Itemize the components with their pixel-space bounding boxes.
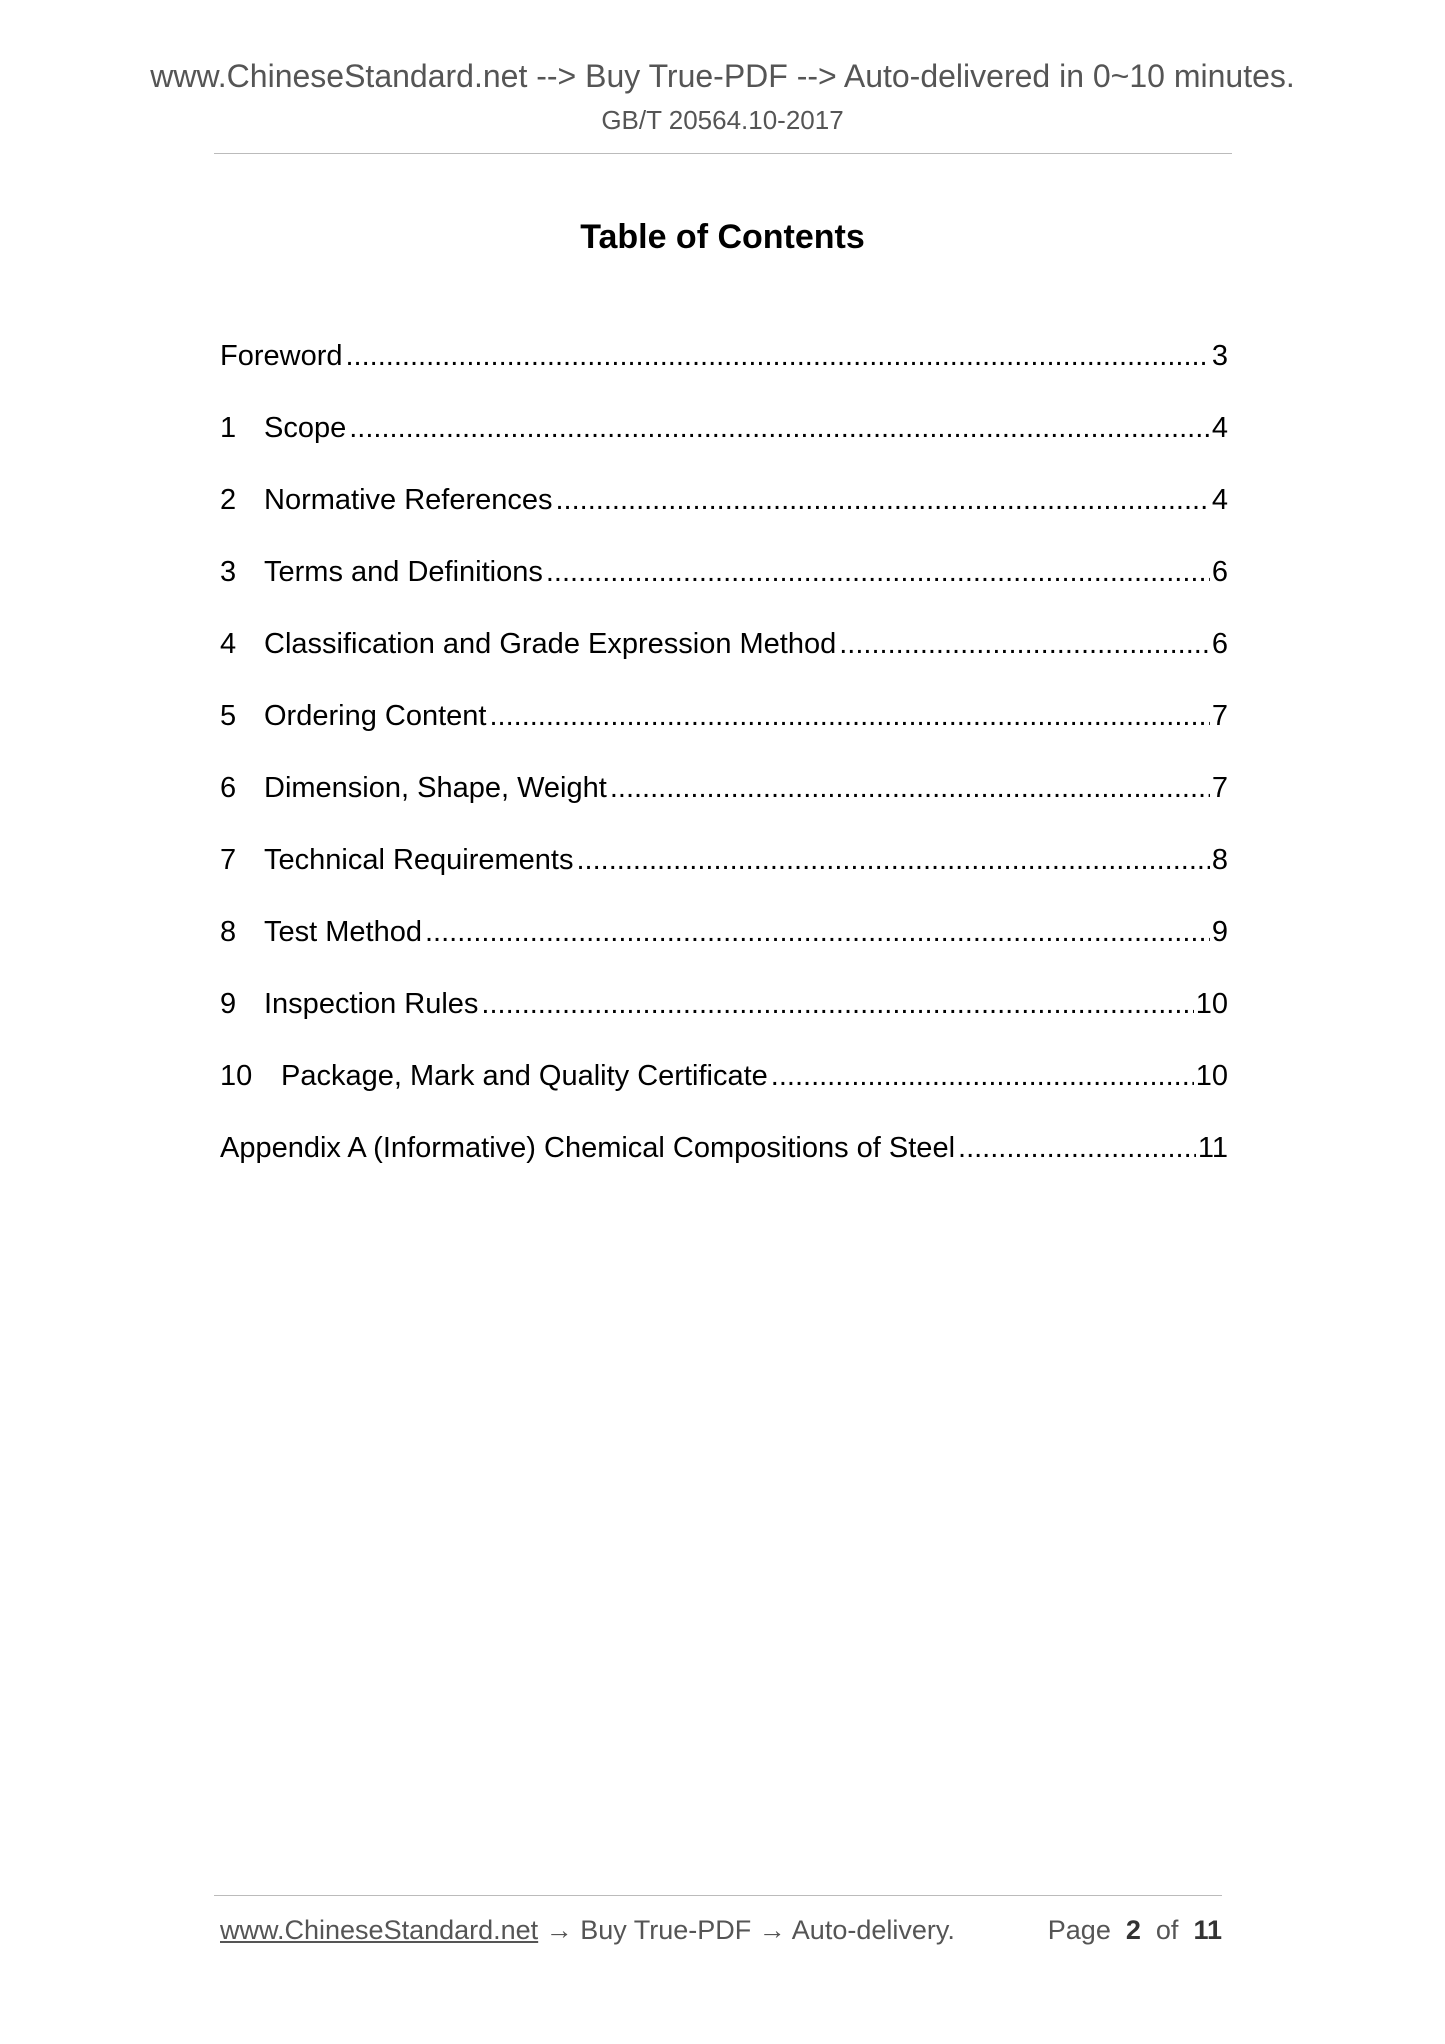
toc-entry-number: 4 <box>220 628 237 660</box>
page-current: 2 <box>1125 1915 1141 1945</box>
page-label: Page <box>1047 1915 1111 1945</box>
toc-entry-terms-definitions[interactable] <box>220 552 1228 624</box>
toc-entry-page: 3 <box>1211 340 1228 372</box>
standard-code: GB/T 20564.10-2017 <box>601 105 844 135</box>
toc-entry-page: 8 <box>1211 844 1228 876</box>
toc-entry-foreword[interactable] <box>220 336 1228 408</box>
toc-entry-number: 9 <box>220 988 237 1020</box>
footer-site-link[interactable]: www.ChineseStandard.net <box>220 1915 539 1945</box>
toc-leader-dots <box>610 768 1210 808</box>
toc-entry-text: Dimension, Shape, Weight <box>264 772 607 804</box>
toc-leader-dots <box>425 912 1210 952</box>
table-of-contents <box>220 336 1228 1200</box>
header-banner: www.ChineseStandard.net --> Buy True-PDF --> Auto-delivered in 0~10 minutes. <box>150 58 1295 94</box>
toc-entry-text: Ordering Content <box>264 700 487 732</box>
toc-entry-classification[interactable] <box>220 624 1228 696</box>
toc-entry-number: 8 <box>220 916 237 948</box>
footer-promo <box>220 1912 955 1948</box>
toc-leader-dots <box>771 1056 1194 1096</box>
toc-entry-package-mark-certificate[interactable] <box>220 1056 1228 1128</box>
toc-leader-dots <box>958 1128 1196 1168</box>
toc-entry-number: 10 <box>220 1060 253 1092</box>
toc-entry-text: Normative References <box>264 484 553 516</box>
toc-entry-inspection-rules[interactable] <box>220 984 1228 1056</box>
toc-entry-text: Package, Mark and Quality Certificate <box>281 1060 768 1092</box>
toc-leader-dots <box>556 480 1210 520</box>
toc-entry-page: 6 <box>1211 628 1228 660</box>
toc-entry-page: 9 <box>1211 916 1228 948</box>
page-of-label: of <box>1155 1915 1179 1945</box>
footer-buy-text: Buy True-PDF <box>580 1915 752 1945</box>
toc-leader-dots <box>481 984 1193 1024</box>
toc-entry-scope[interactable] <box>220 408 1228 480</box>
toc-title: Table of Contents <box>580 218 865 256</box>
toc-entry-page: 7 <box>1211 772 1228 804</box>
toc-entry-text: Inspection Rules <box>264 988 479 1020</box>
toc-entry-text: Foreword <box>220 340 343 372</box>
toc-entry-page: 4 <box>1211 412 1228 444</box>
toc-entry-normative-references[interactable] <box>220 480 1228 552</box>
toc-entry-page: 7 <box>1211 700 1228 732</box>
page-number <box>1048 1912 1222 1948</box>
toc-entry-technical-requirements[interactable] <box>220 840 1228 912</box>
toc-leader-dots <box>839 624 1210 664</box>
toc-entry-page: 6 <box>1211 556 1228 588</box>
toc-entry-number: 1 <box>220 412 237 444</box>
page-total: 11 <box>1193 1915 1222 1945</box>
toc-entry-dimension-shape-weight[interactable] <box>220 768 1228 840</box>
toc-entry-ordering-content[interactable] <box>220 696 1228 768</box>
toc-entry-page: 10 <box>1195 1060 1228 1092</box>
arrow-right-icon: → <box>758 1915 786 1945</box>
toc-entry-number: 6 <box>220 772 237 804</box>
toc-entry-text: Classification and Grade Expression Method <box>264 628 837 660</box>
toc-leader-dots <box>346 336 1210 376</box>
toc-entry-page: 4 <box>1211 484 1228 516</box>
toc-leader-dots <box>546 552 1210 592</box>
toc-entry-number: 3 <box>220 556 237 588</box>
toc-entry-number: 5 <box>220 700 237 732</box>
footer-delivery-text: Auto-delivery. <box>791 1915 955 1945</box>
toc-leader-dots <box>489 696 1209 736</box>
toc-entry-text: Scope <box>264 412 347 444</box>
toc-entry-text: Terms and Definitions <box>264 556 543 588</box>
arrow-right-icon: → <box>545 1915 573 1945</box>
toc-entry-test-method[interactable] <box>220 912 1228 984</box>
footer-divider <box>214 1895 1222 1896</box>
toc-entry-text: Technical Requirements <box>264 844 574 876</box>
toc-entry-number: 7 <box>220 844 237 876</box>
toc-leader-dots <box>349 408 1210 448</box>
toc-entry-text: Test Method <box>264 916 422 948</box>
toc-entry-text: Appendix A (Informative) Chemical Compositions of Steel <box>220 1132 956 1164</box>
toc-entry-page: 10 <box>1195 988 1228 1020</box>
toc-entry-number: 2 <box>220 484 237 516</box>
toc-entry-appendix-a[interactable] <box>220 1128 1228 1200</box>
toc-leader-dots <box>576 840 1209 880</box>
toc-entry-page: 11 <box>1197 1132 1228 1164</box>
header-divider <box>214 153 1232 154</box>
